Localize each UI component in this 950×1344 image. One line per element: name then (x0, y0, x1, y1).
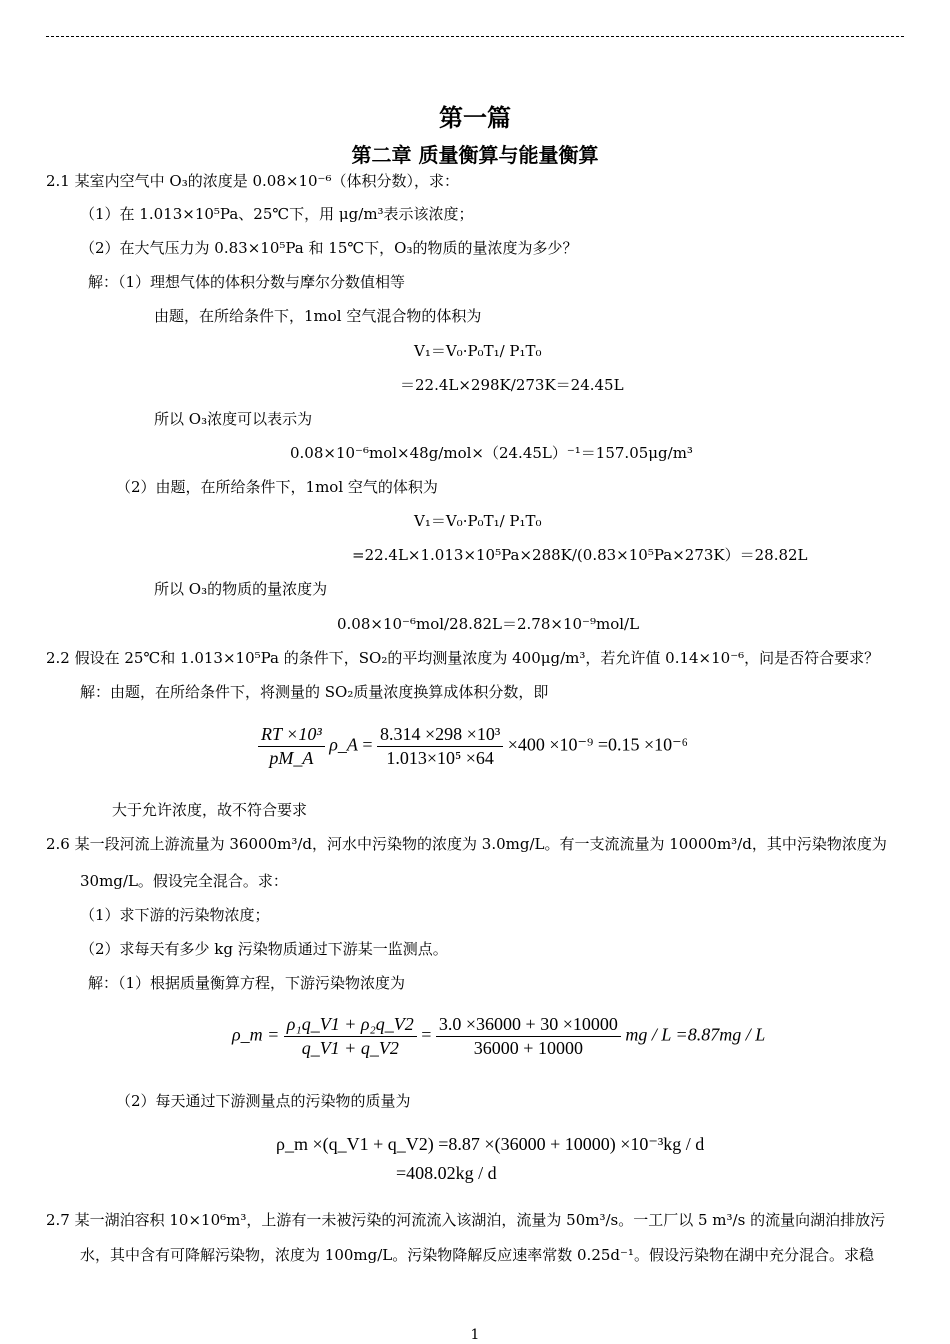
rho-m-symbol: ρ_m = (232, 1024, 280, 1045)
solution-2-1-line3: 所以 O₃浓度可以表示为 (154, 410, 313, 428)
problem-2-6-question-line2: 30mg/L。假设完全混合。求： (80, 872, 288, 890)
rho-a-symbol: ρ_A (329, 734, 358, 755)
problem-2-6-sub2: （2）求每天有多少 kg 污染物质通过下游某一监测点。 (80, 940, 448, 958)
part-title: 第一篇 (439, 103, 511, 132)
solution-2-6-part2: （2）每天通过下游测量点的污染物的质量为 (116, 1092, 411, 1110)
page-number: 1 (470, 1327, 480, 1343)
solution-2-1-line1: 解：（1）理想气体的体积分数与摩尔分数值相等 (88, 273, 406, 291)
solution-2-2-line1: 解：由题，在所给条件下，将测量的 SO₂质量浓度换算成体积分数，即 (80, 683, 549, 701)
problem-2-1-sub2: （2）在大气压力为 0.83×10⁵Pa 和 15℃下，O₃的物质的量浓度为多少？ (80, 239, 578, 257)
fraction-numerator: 3.0 ×36000 + 30 ×10000 (436, 1014, 621, 1037)
equation-tail: mg / L =8.87mg / L (625, 1024, 766, 1045)
problem-2-6-question-line1: 2.6 某一段河流上游流量为 36000m³/d，河水中污染物的浓度为 3.0mg/L。有一支流流量为 10000m³/d，其中污染物浓度为 (46, 835, 887, 853)
equation-tail: ×400 ×10⁻⁹ =0.15 ×10⁻⁶ (507, 734, 688, 755)
solution-2-1-part2: （2）由题，在所给条件下，1mol 空气的体积为 (116, 478, 438, 496)
problem-2-1-question: 2.1 某室内空气中 O₃的浓度是 0.08×10⁻⁶（体积分数），求： (46, 172, 459, 190)
equation-volume-formula: V₁＝V₀·P₀T₁/ P₁T₀ (414, 342, 542, 360)
fraction-denominator: q_V1 + q_V2 (301, 1038, 399, 1058)
problem-2-7-question-line2: 水，其中含有可降解污染物，浓度为 100mg/L。污染物降解反应速率常数 0.25d⁻¹。假设污染物在湖中充分混合。求稳 (80, 1246, 874, 1264)
fraction-numerator: RT ×10³ (258, 724, 325, 747)
solution-2-1-line4: 所以 O₃的物质的量浓度为 (154, 580, 328, 598)
solution-2-1-line2: 由题，在所给条件下，1mol 空气混合物的体积为 (154, 307, 482, 325)
equation-downstream-concentration: ρ_m = $\frac{\text{ρ₁q\_V1 + ρ₂q\_V2}}{q\_V1 + q\_V2}$ = $\frac{3.0 \times 36000 + 30 \times 10000}{36000 + 10000}$ mg / L =8.87mg / L (232, 1014, 766, 1058)
equation-molar-concentration: 0.08×10⁻⁶mol/28.82L＝2.78×10⁻⁹mol/L (337, 615, 640, 633)
fraction-denominator: pM_A (269, 748, 314, 768)
fraction-numerator: 8.314 ×298 ×10³ (377, 724, 503, 747)
problem-2-7-question-line1: 2.7 某一湖泊容积 10×10⁶m³，上游有一未被污染的河流流入该湖泊，流量为 50m³/s。一工厂以 5 m³/s 的流量向湖泊排放污 (46, 1211, 886, 1229)
fraction-denominator: 1.013×10⁵ ×64 (386, 748, 494, 768)
solution-2-6-line1: 解：（1）根据质量衡算方程，下游污染物浓度为 (88, 974, 406, 992)
header-dashed-rule (46, 36, 904, 37)
equation-daily-mass-result: =408.02kg / d (396, 1163, 497, 1183)
chapter-title: 第二章 质量衡算与能量衡算 (351, 143, 599, 167)
equation-volume-fraction: $\frac{\text{RT ×10³}}{pM\_A}$ ρ_A = $\frac{\text{8.314 ×298 ×10³}}{\text{1.013×10⁵ ×64}}$ ×400 ×10⁻⁹ =0.15 ×10⁻⁶ (258, 724, 688, 769)
solution-2-2-conclusion: 大于允许浓度，故不符合要求 (112, 801, 308, 819)
equation-concentration: 0.08×10⁻⁶mol×48g/mol×（24.45L）⁻¹＝157.05μg/m³ (290, 444, 693, 462)
equation-volume-formula-2: V₁＝V₀·P₀T₁/ P₁T₀ (414, 512, 542, 530)
equation-volume-result: ＝22.4L×298K/273K＝24.45L (400, 376, 624, 394)
problem-2-2-question: 2.2 假设在 25℃和 1.013×10⁵Pa 的条件下，SO₂的平均测量浓度为 400μg/m³，若允许值 0.14×10⁻⁶，问是否符合要求？ (46, 649, 880, 667)
fraction-denominator: 36000 + 10000 (473, 1038, 583, 1058)
fraction-numerator: ρ₁q_V1 + ρ₂q_V2 (284, 1014, 417, 1037)
equation-volume-result-2: =22.4L×1.013×10⁵Pa×288K/(0.83×10⁵Pa×273K）＝28.82L (352, 546, 808, 564)
problem-2-6-sub1: （1）求下游的污染物浓度； (80, 906, 270, 924)
equation-daily-mass: ρ_m ×(q_V1 + q_V2) =8.87 ×(36000 + 10000) ×10⁻³kg / d (276, 1134, 705, 1154)
problem-2-1-sub1: （1）在 1.013×10⁵Pa、25℃下，用 μg/m³表示该浓度； (80, 205, 474, 223)
